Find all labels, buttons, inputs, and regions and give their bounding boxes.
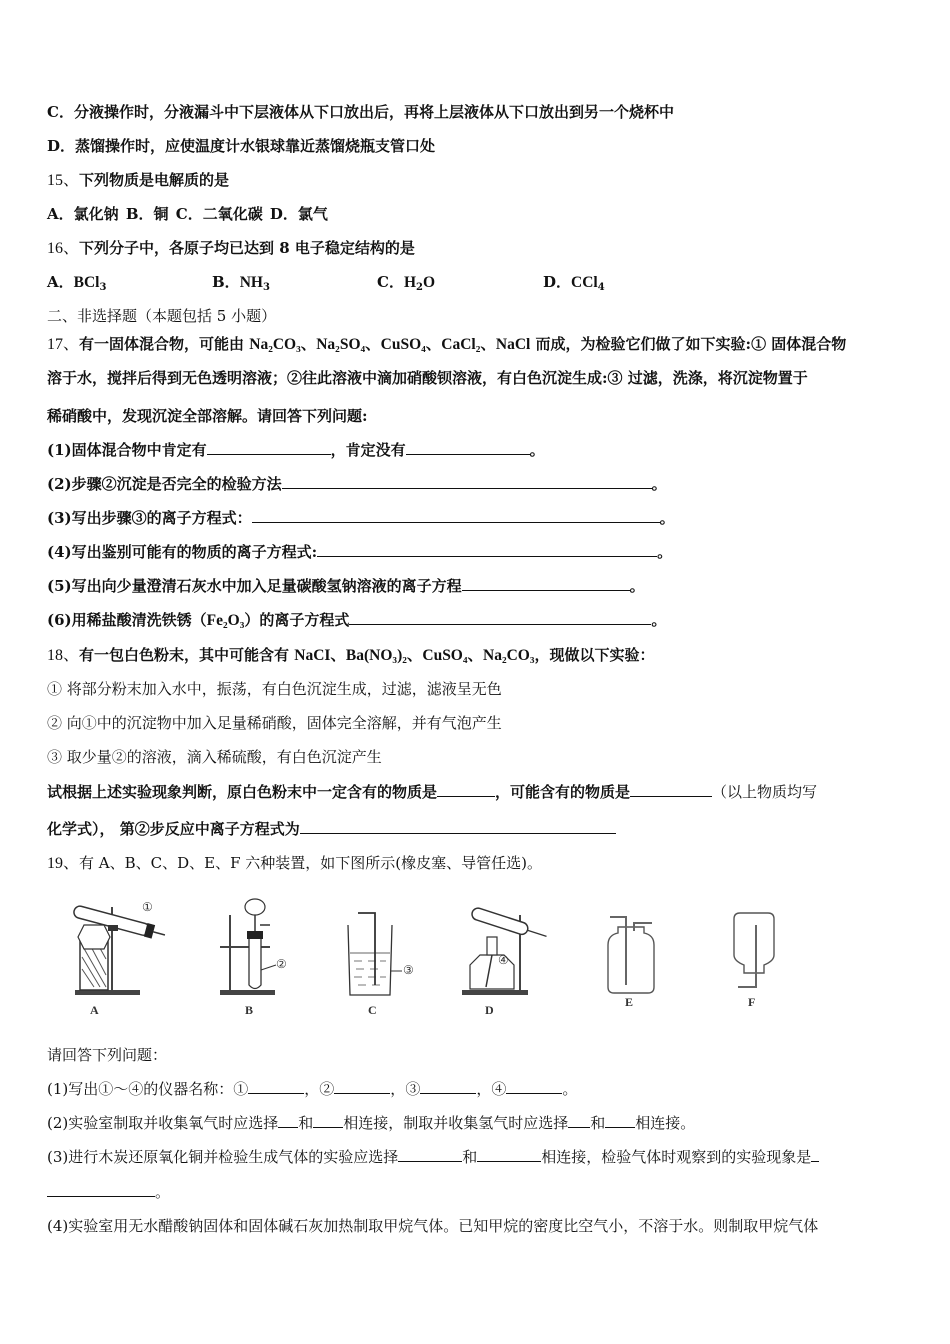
answer-blank[interactable]	[398, 1147, 462, 1162]
answer-blank[interactable]	[252, 508, 660, 523]
subscript: 2	[416, 282, 423, 293]
answer-blank[interactable]	[437, 782, 495, 797]
subscript: 4	[597, 282, 605, 293]
label-f: F	[748, 995, 756, 1009]
q19-sub-1	[47, 1079, 577, 1099]
apparatus-d	[460, 895, 560, 1017]
apparatus-c	[340, 895, 440, 1017]
subscript: 3	[99, 282, 107, 293]
chemical-list: Na₂CO₃、Na₂SO₄、CuSO₄、CaCl₂、NaCl	[249, 336, 531, 353]
apparatus-e-drawing	[600, 895, 670, 1005]
option-d-text: D．蒸馏操作时，应使温度计水银球靠近蒸馏烧瓶支管口处	[47, 137, 436, 155]
q18-step-1: ① 将部分粉末加入水中，振荡，有白色沉淀生成，过滤，滤液呈无色	[47, 680, 502, 698]
stem-text: 有一固体混合物，可能由	[79, 335, 250, 353]
answer-blank[interactable]	[313, 1113, 343, 1128]
q19-sub-2	[47, 1113, 695, 1133]
callout-1: ①	[142, 900, 153, 914]
conjunction: 和	[298, 1114, 314, 1132]
q19-prompt: 请回答下列问题：	[47, 1046, 168, 1064]
question-19	[47, 853, 542, 874]
separator: ，	[390, 1080, 406, 1098]
label-c: C	[368, 1003, 377, 1017]
apparatus-f-drawing	[720, 895, 790, 1005]
option-a	[47, 272, 106, 293]
label-d: D	[485, 1003, 494, 1017]
formula: NH	[239, 274, 263, 291]
apparatus-d-drawing	[460, 895, 560, 1005]
sub-question-text: 相连接，检验气体时观察到的实验现象是	[541, 1148, 812, 1166]
answer-blank[interactable]	[47, 1182, 155, 1197]
answer-blank[interactable]	[334, 1079, 390, 1094]
sub-question-text: ，肯定没有	[330, 441, 406, 459]
q19-sub-4: (4)实验室用无水醋酸钠固体和固体碱石灰加热制取甲烷气体。已知甲烷的密度比空气小，不溶于水。则制取甲烷气体	[47, 1217, 819, 1235]
apparatus-a	[70, 895, 170, 1017]
period: 。	[659, 509, 675, 527]
callout-4: ④	[498, 953, 509, 967]
q18-step-3: ③ 取少量②的溶液，滴入稀硫酸，有白色沉淀产生	[47, 748, 382, 766]
question-17-line-3: 稀硝酸中，发现沉淀全部溶解。请回答下列问题:	[47, 407, 368, 425]
q18-judge-line-2	[47, 819, 616, 839]
formula: CCl	[571, 274, 598, 291]
option-c-text: C．分液操作时，分液漏斗中下层液体从下口放出后，再将上层液体从下口放出到另一个烧杯中	[47, 103, 674, 121]
option-b	[212, 272, 270, 293]
answer-blank[interactable]	[300, 819, 616, 834]
question-18	[47, 645, 655, 666]
period: 。	[629, 577, 645, 595]
q18-judge-line-1	[47, 782, 817, 802]
question-text: （以上物质均写	[712, 783, 818, 801]
mark: ③	[405, 1080, 421, 1098]
period: 。	[529, 441, 545, 459]
mark: ①	[233, 1080, 249, 1098]
formula: BCl	[73, 274, 100, 291]
option-label: A．	[47, 273, 74, 291]
option-d	[543, 272, 605, 293]
q17-sub-6	[47, 610, 666, 631]
answer-blank[interactable]	[248, 1079, 304, 1094]
q17-sub-2	[47, 474, 667, 494]
option-label: B．	[212, 273, 240, 291]
question-17-line-2: 溶于水，搅拌后得到无色透明溶液；②往此溶液中滴加硝酸钡溶液，有白色沉淀生成:③ 过滤，洗涤，将沉淀物置于	[47, 369, 808, 387]
question-number: 18、	[47, 647, 80, 664]
apparatus-figure	[60, 895, 820, 1020]
formula: Fe₂O₃	[206, 612, 245, 629]
period: 。	[562, 1080, 578, 1098]
sub-question-text: 相连接。	[635, 1114, 696, 1132]
formula-tail: O	[422, 274, 436, 291]
apparatus-a-drawing	[70, 895, 170, 1005]
question-number: 19、	[47, 855, 80, 872]
answer-blank[interactable]	[568, 1113, 590, 1128]
apparatus-f	[720, 895, 790, 1009]
question-17-line-1	[47, 334, 846, 355]
question-number: 17、	[47, 336, 80, 353]
mark: ②	[319, 1080, 335, 1098]
answer-blank[interactable]	[477, 1147, 541, 1162]
answer-blank[interactable]	[282, 474, 652, 489]
apparatus-b	[210, 895, 310, 1017]
answer-blank[interactable]	[630, 782, 712, 797]
sub-question-text: ）的离子方程式	[244, 611, 350, 629]
callout-2: ②	[276, 957, 287, 971]
question-text: ，可能含有的物质是	[495, 783, 631, 801]
question-number: 15、	[47, 172, 80, 189]
conjunction: 和	[590, 1114, 606, 1132]
question-15-options: A．氯化钠 B．铜 C．二氧化碳 D．氯气	[47, 205, 328, 223]
callout-3: ③	[403, 963, 414, 977]
answer-blank[interactable]	[406, 440, 530, 455]
sub-question-text: (4)写出鉴别可能有的物质的离子方程式:	[47, 543, 318, 561]
question-text: 试根据上述实验现象判断，原白色粉末中一定含有的物质是	[47, 783, 438, 801]
formula: H	[403, 274, 417, 291]
answer-blank[interactable]	[317, 542, 657, 557]
answer-blank[interactable]	[420, 1079, 476, 1094]
stem-text: 而成，为检验它们做了如下实验:① 固体混合物	[530, 335, 847, 353]
stem-text: 有一包白色粉末，其中可能含有	[79, 646, 295, 664]
option-label: C．	[377, 273, 404, 291]
apparatus-b-drawing	[210, 895, 310, 1005]
question-text: 化学式）， 第②步反应中离子方程式为	[47, 820, 300, 838]
q19-sub-3	[47, 1147, 819, 1167]
subscript: 3	[262, 282, 270, 293]
question-15	[47, 170, 229, 191]
q17-sub-4	[47, 542, 672, 562]
sub-question-text: (3)进行木炭还原氧化铜并检验生成气体的实验应选择	[47, 1148, 399, 1166]
sub-question-text: (1)写出①～④的仪器名称：	[47, 1080, 234, 1098]
period: 。	[651, 475, 667, 493]
question-number: 16、	[47, 240, 80, 257]
answer-blank[interactable]	[207, 440, 331, 455]
label-a: A	[90, 1003, 99, 1017]
sub-question-text: (2)步骤②沉淀是否完全的检验方法	[47, 475, 282, 493]
option-c	[377, 272, 435, 293]
question-16-options	[47, 272, 747, 292]
sub-question-text: 相连接，制取并收集氢气时应选择	[343, 1114, 569, 1132]
separator: ，	[304, 1080, 320, 1098]
label-e: E	[625, 995, 634, 1009]
question-stem: 下列物质是电解质的是	[79, 171, 230, 189]
answer-blank[interactable]	[811, 1147, 819, 1162]
sub-question-text: (1)固体混合物中肯定有	[47, 441, 207, 459]
stem-text: ，现做以下实验：	[534, 646, 655, 664]
conjunction: 和	[462, 1148, 478, 1166]
q17-sub-3	[47, 508, 675, 528]
answer-blank[interactable]	[605, 1113, 635, 1128]
q17-sub-5	[47, 576, 645, 596]
apparatus-c-drawing	[340, 895, 440, 1005]
answer-blank[interactable]	[506, 1079, 562, 1094]
label-b: B	[245, 1003, 254, 1017]
answer-blank[interactable]	[462, 576, 630, 591]
period: 。	[657, 543, 673, 561]
section-heading: 二、非选择题（本题包括 5 小题）	[47, 307, 277, 325]
question-16	[47, 238, 415, 259]
period: 。	[651, 611, 667, 629]
sub-question-text: (2)实验室制取并收集氧气时应选择	[47, 1114, 279, 1132]
answer-blank[interactable]	[349, 610, 651, 625]
chemical-list: NaCI、Ba(NO₃)₂、CuSO₄、Na₂CO₃	[294, 647, 535, 664]
sub-question-text: (5)写出向少量澄清石灰水中加入足量碳酸氢钠溶液的离子方程	[47, 577, 462, 595]
period: 。	[155, 1183, 171, 1201]
sub-question-text: (3)写出步骤③的离子方程式：	[47, 509, 252, 527]
mark: ④	[491, 1080, 507, 1098]
question-stem: 下列分子中，各原子均已达到 8 电子稳定结构的是	[79, 239, 415, 257]
q17-sub-1	[47, 440, 545, 460]
sub-question-text: (6)用稀盐酸清洗铁锈（	[47, 611, 207, 629]
q18-step-2: ② 向①中的沉淀物中加入足量稀硝酸，固体完全溶解，并有气泡产生	[47, 714, 502, 732]
option-label: D．	[543, 273, 572, 291]
apparatus-e	[600, 895, 670, 1009]
answer-blank[interactable]	[278, 1113, 298, 1128]
question-stem: 有 A、B、C、D、E、F 六种装置，如下图所示(橡皮塞、导管任选)。	[79, 854, 542, 872]
q19-sub-3-cont	[47, 1182, 170, 1202]
separator: ，	[476, 1080, 492, 1098]
